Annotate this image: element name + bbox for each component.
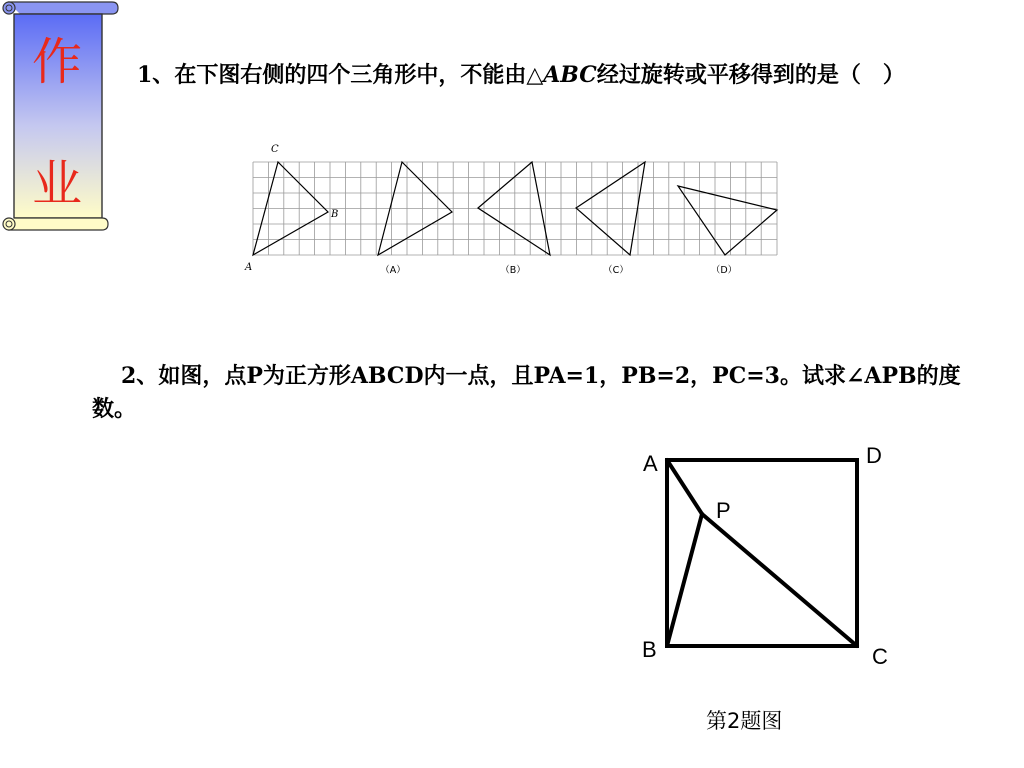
question1-number: 1、 xyxy=(137,62,175,88)
banner-char-bottom: 业 xyxy=(32,155,82,213)
question1-text-before: 在下图右侧的四个三角形中，不能由△ xyxy=(174,62,544,88)
vertex-label-b: B xyxy=(331,209,339,220)
square-label-d: D xyxy=(866,443,882,468)
segment-pb xyxy=(667,514,702,646)
segment-pa xyxy=(667,460,702,514)
banner-char-top: 作 xyxy=(32,33,82,91)
square-figure xyxy=(630,440,900,680)
scroll-banner xyxy=(0,0,120,240)
vertex-label-c: C xyxy=(271,144,279,155)
figure2-caption: 第2题图 xyxy=(706,709,783,733)
question1-text xyxy=(137,59,967,92)
square-label-c: C xyxy=(872,644,888,669)
square-figure-svg xyxy=(630,440,900,680)
question2-text xyxy=(92,360,1002,426)
option-label-d: （D） xyxy=(710,265,738,276)
option-label-c: （C） xyxy=(603,265,629,276)
square-abcd xyxy=(667,460,857,646)
option-label-b: （B） xyxy=(500,265,526,276)
question1-triangle-abc: ABC xyxy=(543,62,597,88)
question2-body: 如图，点P为正方形ABCD内一点，且PA=1，PB=2，PC=3。试求∠APB的度数。 xyxy=(92,363,961,422)
triangle-option-d xyxy=(678,186,777,255)
question2-number: 2、 xyxy=(121,363,159,389)
triangle-grid-figure xyxy=(240,140,785,280)
segment-pc xyxy=(702,514,857,646)
option-label-a: （A） xyxy=(380,265,406,276)
square-label-a: A xyxy=(643,451,658,476)
point-label-p: P xyxy=(716,498,731,523)
question1-text-after: 经过旋转或平移得到的是（ ） xyxy=(596,62,905,88)
vertex-label-a: A xyxy=(245,262,253,273)
square-label-b: B xyxy=(642,637,657,662)
triangle-grid-svg xyxy=(240,140,785,280)
